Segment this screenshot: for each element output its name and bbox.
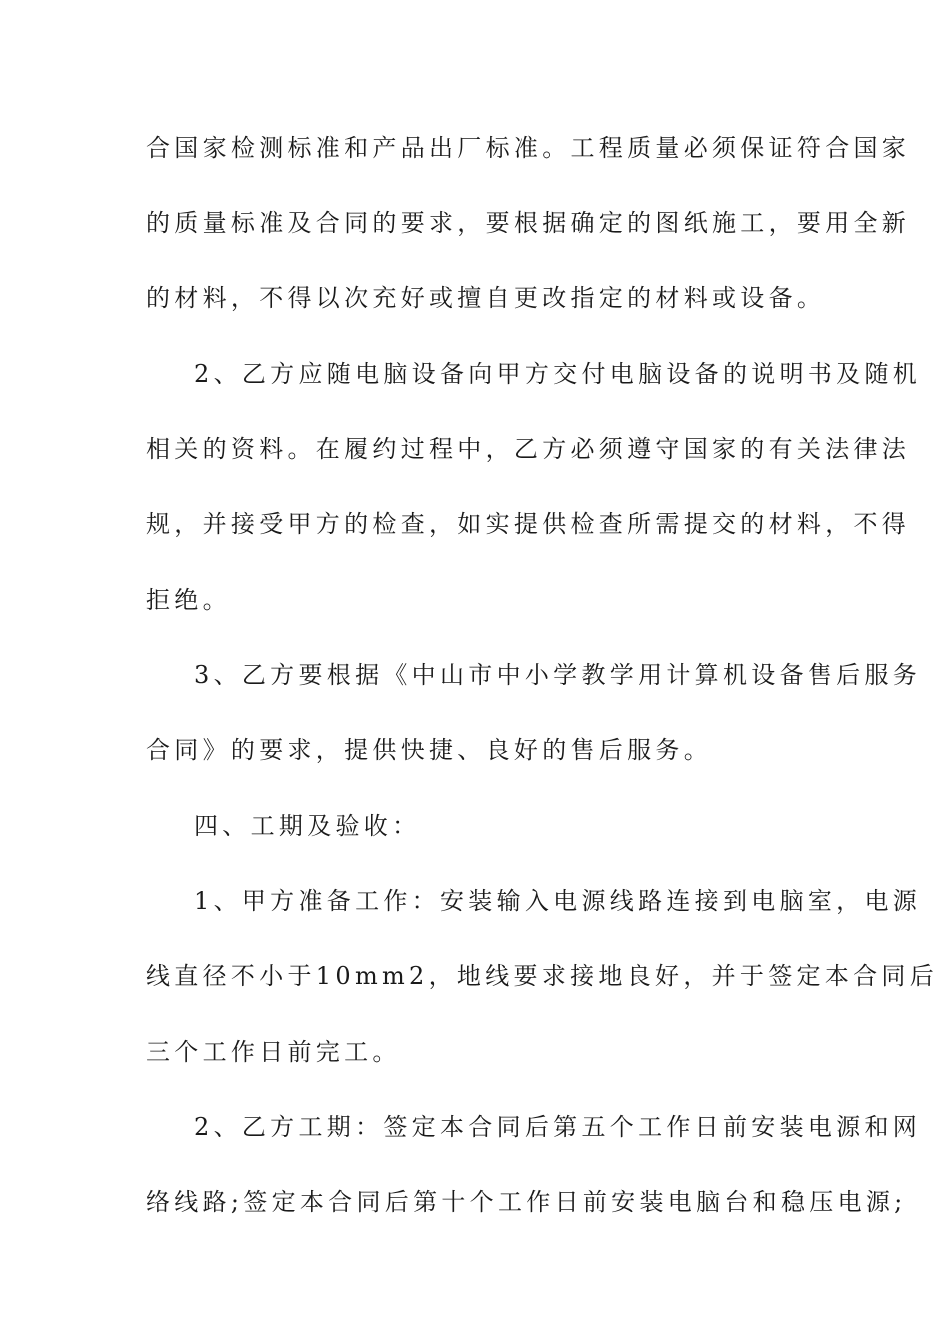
text-line-8: 3、乙方要根据《中山市中小学教学用计算机设备售后服务 — [194, 661, 922, 689]
text-line-2: 的质量标准及合同的要求，要根据确定的图纸施工，要用全新 — [146, 209, 911, 237]
text-line-6: 规，并接受甲方的检查，如实提供检查所需提交的材料，不得 — [146, 510, 911, 538]
section-heading: 四、工期及验收： — [194, 812, 421, 840]
text-line-13: 三个工作日前完工。 — [146, 1038, 401, 1066]
text-line-5: 相关的资料。在履约过程中，乙方必须遵守国家的有关法律法 — [146, 435, 911, 463]
text-line-4: 2、乙方应随电脑设备向甲方交付电脑设备的说明书及随机 — [194, 360, 922, 388]
text-line-7: 拒绝。 — [146, 586, 231, 614]
text-line-11: 1、甲方准备工作：安装输入电源线路连接到电脑室，电源 — [194, 887, 922, 915]
text-line-1: 合国家检测标准和产品出厂标准。工程质量必须保证符合国家 — [146, 134, 911, 162]
text-line-14: 2、乙方工期：签定本合同后第五个工作日前安装电源和网 — [194, 1113, 922, 1141]
text-line-15: 络线路;签定本合同后第十个工作日前安装电脑台和稳压电源; — [146, 1188, 907, 1216]
text-line-3: 的材料，不得以次充好或擅自更改指定的材料或设备。 — [146, 284, 826, 312]
text-line-9: 合同》的要求，提供快捷、良好的售后服务。 — [146, 736, 712, 764]
text-line-12: 线直径不小于10mm2，地线要求接地良好，并于签定本合同后 — [146, 962, 939, 990]
